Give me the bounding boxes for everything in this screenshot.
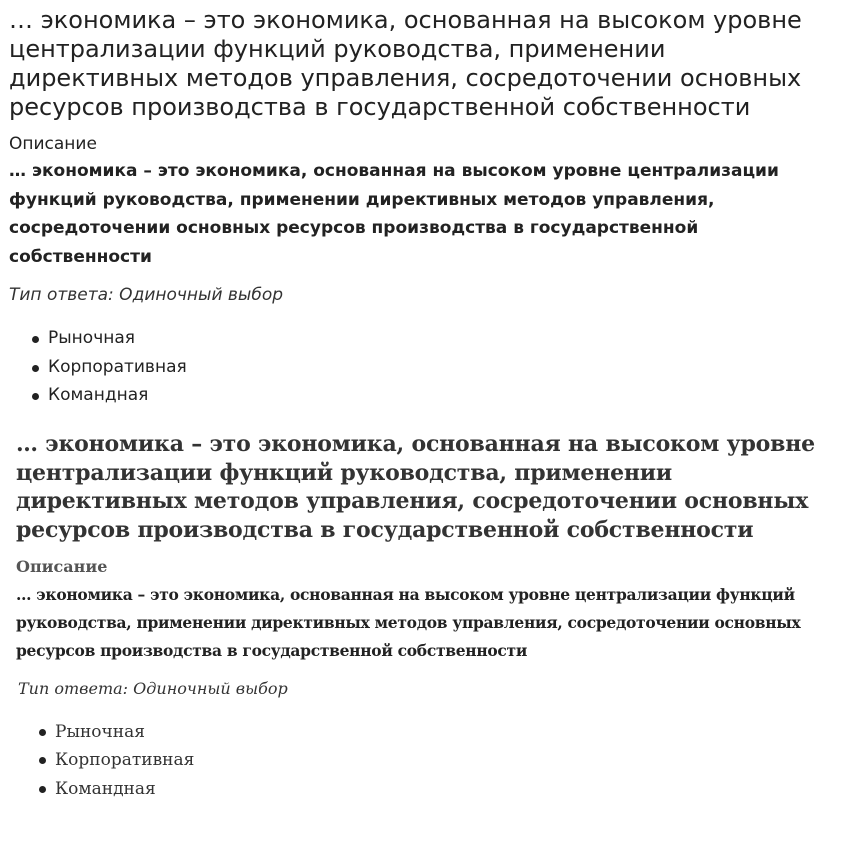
description-label: Описание bbox=[16, 556, 108, 576]
answer-option-corporate[interactable]: Корпоративная bbox=[38, 746, 836, 775]
question-block-2 bbox=[16, 430, 836, 803]
answer-option-corporate[interactable]: Корпоративная bbox=[31, 353, 839, 382]
question-block-1 bbox=[9, 6, 839, 410]
answer-option-market[interactable]: Рыночная bbox=[38, 718, 836, 747]
description-label: Описание bbox=[9, 134, 97, 154]
description-text: … экономика – это экономика, основанная на высоком уровне централизации функций руководства, применении директивных методов управления, сосредоточении основных ресурсов производства в государственной собственности bbox=[16, 584, 801, 660]
answer-type: Тип ответа: Одиночный выбор bbox=[9, 285, 284, 305]
answer-option-command[interactable]: Командная bbox=[31, 381, 839, 410]
answer-options-list bbox=[16, 718, 836, 804]
answer-options-list bbox=[9, 324, 839, 410]
answer-option-command[interactable]: Командная bbox=[38, 775, 836, 804]
question-title: … экономика – это экономика, основанная на высоком уровне централизации функций руководства, применении директивных методов управления, сосредоточении основных ресурсов производства в государственной собственности bbox=[16, 431, 815, 544]
answer-type: Тип ответа: Одиночный выбор bbox=[18, 678, 288, 698]
description-text: … экономика – это экономика, основанная на высоком уровне централизации функций руководства, применении директивных методов управления, сосредоточении основных ресурсов производства в государственной собственности bbox=[9, 161, 779, 267]
answer-option-market[interactable]: Рыночная bbox=[31, 324, 839, 353]
question-title: … экономика – это экономика, основанная на высоком уровне централизации функций руководства, применении директивных методов управления, сосредоточении основных ресурсов производства в государственной собственности bbox=[9, 6, 802, 121]
